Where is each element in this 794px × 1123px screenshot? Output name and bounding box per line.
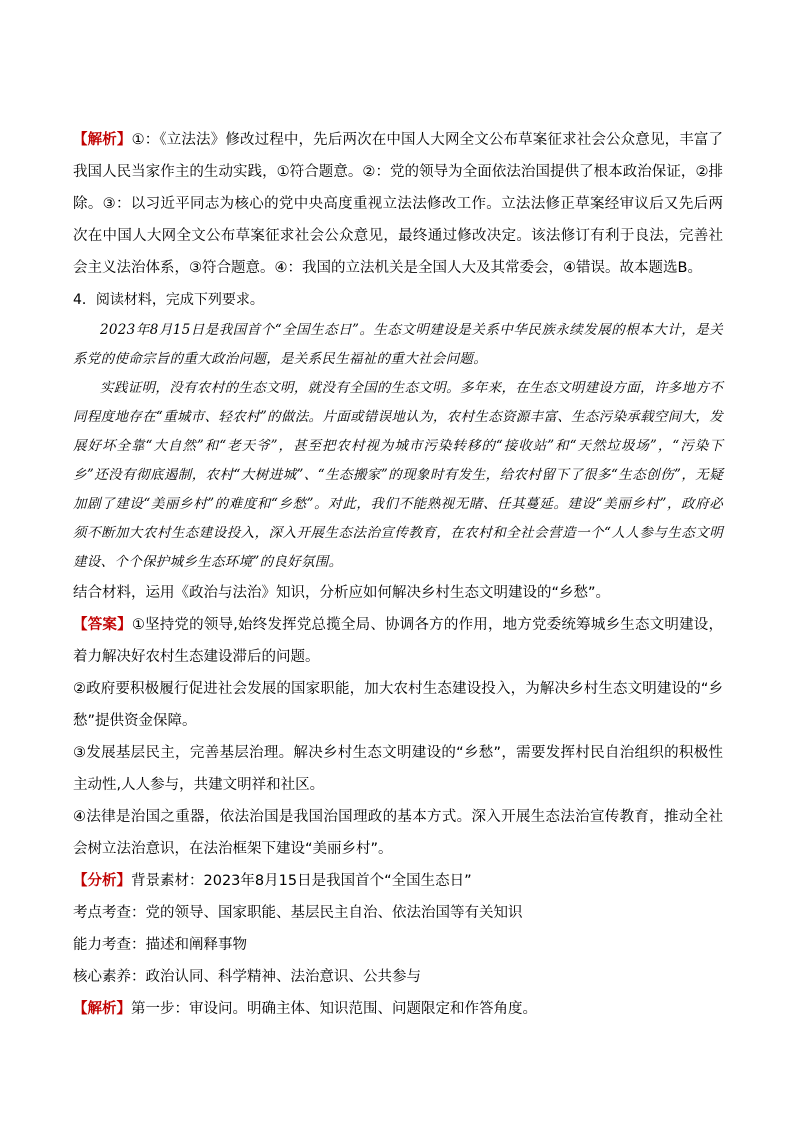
analysis-knowledge: 考点考查：党的领导、国家职能、基层民主自治、依法治国等有关知识	[73, 905, 523, 921]
document-page	[73, 124, 723, 1025]
question-prompt: 结合材料，运用《政治与法治》知识，分析应如何解决乡村生态文明建设的“乡愁”。	[73, 585, 611, 601]
analysis-background-text: 背景素材：2023年8月15日是我国首个“全国生态日”	[131, 873, 472, 889]
answer-point-1	[73, 609, 723, 673]
answer-point-3: ③发展基层民主，完善基层治理。解决乡村生态文明建设的“乡愁”，需要发挥村民自治组织的积极性主动性,人人参与，共建文明祥和社区。	[73, 745, 723, 793]
analysis-label: 【解析】	[73, 132, 132, 148]
analysis-background	[73, 865, 723, 897]
analysis-step-text: 第一步：审设问。明确主体、知识范围、问题限定和作答角度。	[131, 1001, 537, 1017]
question-stem: 4．阅读材料，完成下列要求。	[73, 292, 264, 308]
answer-point-4: ④法律是治国之重器，依法治国是我国治国理政的基本方式。深入开展生态法治宣传教育，推动全社会树立法治意识，在法治框架下建设“美丽乡村”。	[73, 809, 723, 857]
answer-point-text: ①坚持党的领导,始终发挥党总揽全局、协调各方的作用，地方党委统筹城乡生态文明建设，着力解决好农村生态建设滞后的问题。	[73, 617, 723, 665]
answer-point-2: ②政府要积极履行促进社会发展的国家职能，加大农村生态建设投入，为解决乡村生态文明建设的“乡愁”提供资金保障。	[73, 681, 723, 729]
analysis-label: 【分析】	[73, 873, 131, 889]
analysis-step-1	[73, 993, 723, 1025]
material-paragraph-1: 2023年8月15日是我国首个“全国生态日”。生态文明建设是关系中华民族永续发展的根本大计，是关系党的使命宗旨的重大政治问题，是关系民生福祉的重大社会问题。	[73, 322, 723, 367]
analysis-literacy: 核心素养：政治认同、科学精神、法治意识、公共参与	[73, 969, 421, 985]
analysis-ability: 能力考查：描述和阐释事物	[73, 937, 247, 953]
analysis-text: ①：《立法法》修改过程中，先后两次在中国人大网全文公布草案征求社会公众意见，丰富了我国人民当家作主的生动实践，①符合题意。②：党的领导为全面依法治国提供了根本政治保证，②排除。③：以习近平同志为核心的党中央高度重视立法法修改工作。立法法修正草案经审议后又先后两次在中国人大网全文公布草案征求社会公众意见，最终通过修改决定。该法修订有利于良法，完善社会主义法治体系，③符合题意。④：我国的立法机关是全国人大及其常委会，④错误。故本题选B。	[73, 132, 724, 276]
answer-label: 【答案】	[73, 617, 132, 633]
analysis-paragraph-1	[73, 124, 723, 284]
material-paragraph-2: 实践证明，没有农村的生态文明，就没有全国的生态文明。多年来，在生态文明建设方面，许多地方不同程度地存在“重城市、轻农村”的做法。片面或错误地认为，农村生态资源丰富、生态污染承载空间大，发展好坏全靠“大自然”和“老天爷”，甚至把农村视为城市污染转移的“接收站”和“天然垃圾场”，“污染下乡”还没有彻底遏制，农村“大树进城”、“生态搬家”的现象时有发生，给农村留下了很多“生态创伤”，无疑加剧了建设“美丽乡村”的难度和“乡愁”。对此，我们不能熟视无睹、任其蔓延。建设“美丽乡村”，政府必须不断加大农村生态建设投入，深入开展生态法治宣传教育，在农村和全社会营造一个“人人参与生态文明建设、个个保护城乡生态环境”的良好氛围。	[73, 380, 723, 570]
analysis-label: 【解析】	[73, 1001, 131, 1017]
